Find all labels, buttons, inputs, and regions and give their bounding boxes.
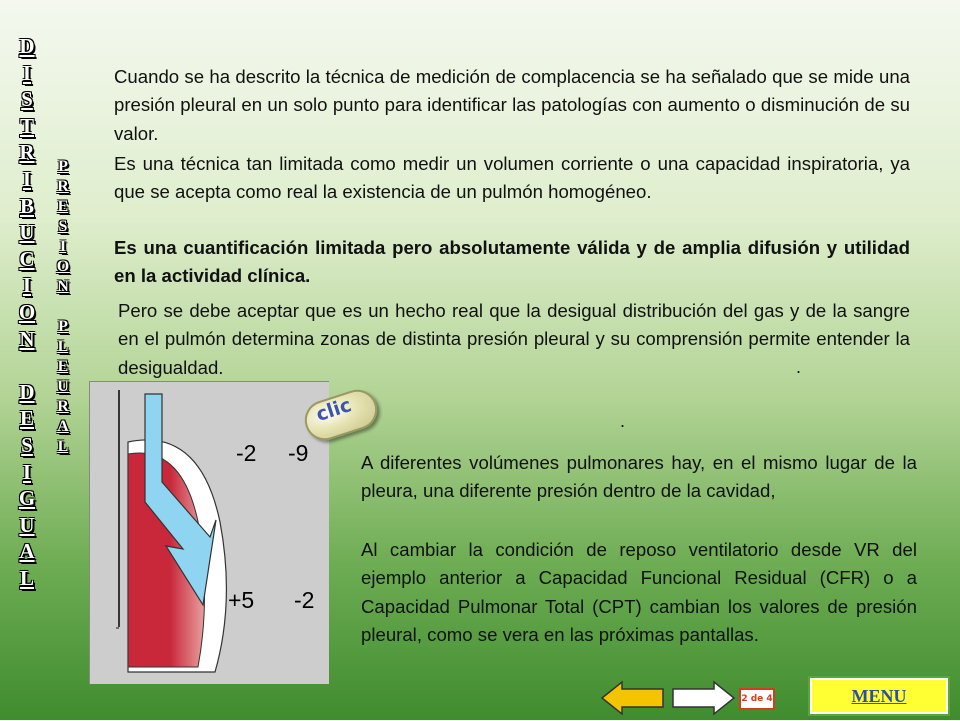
title-letter: E [57,198,69,215]
title-letter: A [57,418,69,435]
title-letter: C [19,246,35,271]
title-letter: R [19,140,35,165]
paragraph-complacencia: Cuando se ha descrito la técnica de medición de complacencia se ha señalado que se mide una presión pleural en un solo punto para identificar las patologías con aumento o disminución de su valor. [114,66,910,144]
left-arrow-icon[interactable] [600,680,666,716]
paragraph-tecnica-limitada: Es una técnica tan limitada como medir un volumen corriente o una capacidad inspiratoria, ya que se acepta como real la existencia de un pulmón homogéneo. [114,153,910,203]
stray-dot: . [796,357,802,377]
title-letter: R [57,178,69,195]
title-letter: N [57,278,69,295]
clic-button-label[interactable]: clic [313,394,355,426]
title-letter: R [57,398,69,415]
clic-button[interactable] [296,383,380,435]
title-letter: T [19,113,34,138]
pressure-bottom-left: +5 [228,587,255,613]
title-letter: P [58,158,68,175]
title-letter: L [57,338,69,355]
title-letter: I [22,60,32,85]
title-letter: G [18,486,36,511]
title-letter: U [19,220,35,245]
pressure-bottom-right: -2 [294,587,315,613]
title-letter: I [59,238,67,255]
title-letter: U [19,512,35,537]
title-letter: U [57,378,69,395]
title-letter: I [22,166,32,191]
title-letter: S [58,218,68,235]
title-letter: I [22,273,32,298]
title-letter: A [19,539,35,564]
title-letter: E [19,406,34,431]
pressure-top-left: -2 [236,440,257,466]
page-counter: 2 de 4 [739,688,775,710]
title-letter: L [57,438,69,455]
title-letter: D [19,379,35,404]
pleural-pressure-diagram [89,381,329,684]
vertical-title-distribucion-desigual [13,33,41,591]
menu-button[interactable] [808,676,950,716]
paragraph-volumenes: A diferentes volúmenes pulmonares hay, en el mismo lugar de la pleura, una diferente presión dentro de la cavidad, [361,452,917,502]
stray-dot: . [620,411,626,431]
title-letter: L [19,565,34,590]
paragraph-desigual-distribucion: Pero se debe aceptar que es un hecho real que la desigual distribución del gas y de la sangre en el pulmón determina zonas de distinta presión pleural y su comprensión permite entender la desigualdad. [118,300,910,378]
title-letter: E [57,358,69,375]
pressure-top-right: -9 [288,440,309,466]
title-letter: I [22,459,32,484]
title-letter: S [21,87,33,112]
title-letter: D [19,34,35,58]
previous-arrow-button[interactable] [600,680,666,716]
title-letter: P [58,318,68,335]
paragraph-cambio-condicion: Al cambiar la condición de reposo ventilatorio desde VR del ejemplo anterior a Capacidad Funcional Residual (CFR) o a Capacidad Pulmonar Total (CPT) cambian los valores de presión pleural, como se vera en las próximas pantallas. [361,539,917,646]
title-letter: B [19,193,34,218]
next-arrow-button[interactable] [670,680,736,716]
title-letter: O [56,258,70,275]
lung-diagram-graphic [90,382,329,684]
right-arrow-icon[interactable] [670,680,736,716]
title-letter: S [21,432,33,457]
title-letter: N [19,326,35,351]
vertical-title-presion-pleural [52,157,74,457]
menu-button-label[interactable]: MENU [851,685,907,706]
paragraph-cuantificacion-bold: Es una cuantificación limitada pero absolutamente válida y de amplia difusión y utilidad en la actividad clínica. [114,237,910,287]
title-letter: O [18,299,36,324]
